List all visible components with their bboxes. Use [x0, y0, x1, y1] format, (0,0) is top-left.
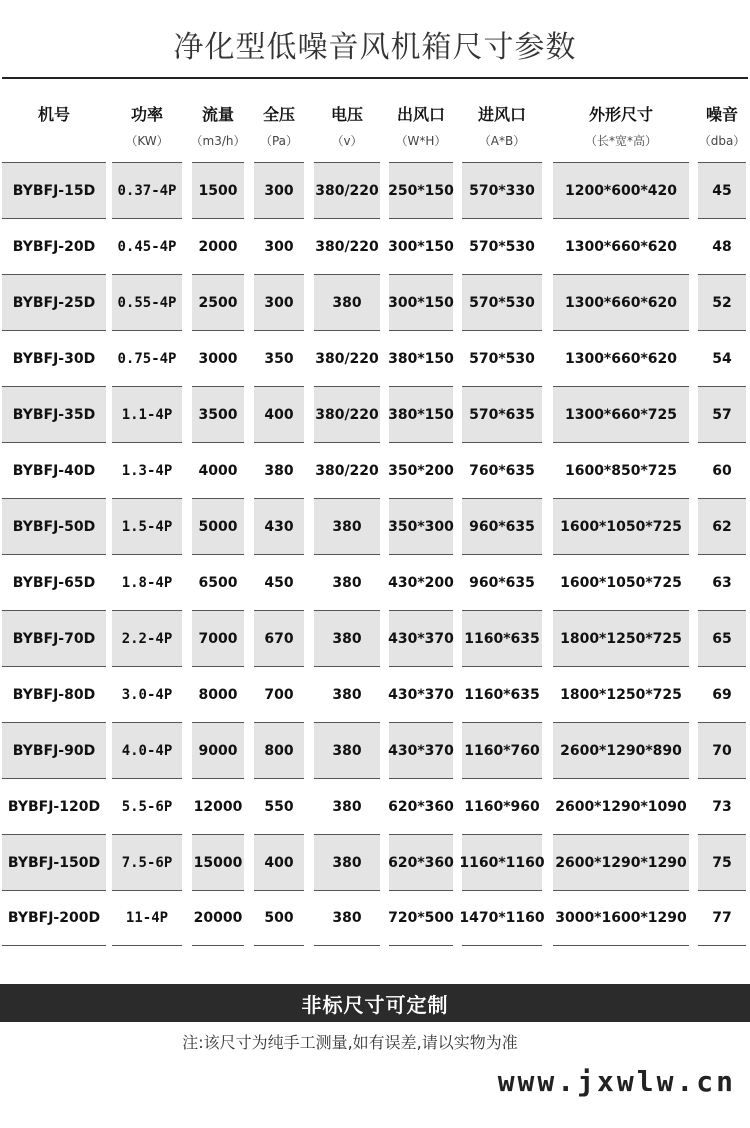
- cell-outlet: 300*150: [389, 218, 453, 274]
- cell-noise: 75: [698, 834, 746, 890]
- table-row: [0, 722, 750, 778]
- cell-power: 0.45-4P: [112, 218, 182, 274]
- cell-inlet: 1160*635: [462, 666, 542, 722]
- table-row: [0, 666, 750, 722]
- header-outlet: 出风口: [396, 105, 445, 124]
- cell-noise: 57: [698, 386, 746, 442]
- table-row: [0, 330, 750, 386]
- cell-power: 11-4P: [112, 890, 182, 946]
- cell-inlet: 1470*1160: [462, 890, 542, 946]
- table-row: [0, 778, 750, 834]
- cell-pressure: 550: [254, 778, 304, 834]
- cell-model: BYBFJ-30D: [2, 330, 106, 386]
- cell-pressure: 400: [254, 386, 304, 442]
- cell-power: 4.0-4P: [112, 722, 182, 778]
- cell-dimensions: 2600*1290*1090: [553, 778, 689, 834]
- cell-power: 1.1-4P: [112, 386, 182, 442]
- cell-voltage: 380: [314, 610, 380, 666]
- cell-model: BYBFJ-15D: [2, 162, 106, 218]
- cell-airflow: 3000: [192, 330, 244, 386]
- cell-inlet: 760*635: [462, 442, 542, 498]
- table-row: [0, 834, 750, 890]
- cell-inlet: 570*530: [462, 274, 542, 330]
- cell-inlet: 570*530: [462, 330, 542, 386]
- cell-voltage: 380: [314, 666, 380, 722]
- cell-dimensions: 1200*600*420: [553, 162, 689, 218]
- cell-power: 1.3-4P: [112, 442, 182, 498]
- cell-dimensions: 1300*660*620: [553, 330, 689, 386]
- cell-airflow: 5000: [192, 498, 244, 554]
- cell-pressure: 380: [254, 442, 304, 498]
- unit-power: （KW）: [125, 134, 169, 148]
- cell-airflow: 2500: [192, 274, 244, 330]
- table-row: [0, 386, 750, 442]
- cell-model: BYBFJ-25D: [2, 274, 106, 330]
- cell-voltage: 380: [314, 498, 380, 554]
- unit-voltage: （v）: [331, 134, 363, 148]
- website-url: www.jxwlw.cn: [497, 1065, 736, 1098]
- cell-pressure: 500: [254, 890, 304, 946]
- cell-airflow: 4000: [192, 442, 244, 498]
- page-title: 净化型低噪音风机箱尺寸参数: [173, 30, 577, 65]
- cell-inlet: 570*530: [462, 218, 542, 274]
- header-noise: 噪音: [705, 105, 738, 124]
- cell-voltage: 380/220: [314, 386, 380, 442]
- cell-outlet: 250*150: [389, 162, 453, 218]
- table-row: [0, 162, 750, 218]
- cell-airflow: 9000: [192, 722, 244, 778]
- cell-noise: 54: [698, 330, 746, 386]
- cell-outlet: 720*500: [389, 890, 453, 946]
- cell-noise: 77: [698, 890, 746, 946]
- cell-voltage: 380: [314, 274, 380, 330]
- measurement-note: 注:该尺寸为纯手工测量,如有误差,请以实物为准: [182, 1033, 518, 1052]
- custom-size-banner: 非标尺寸可定制: [0, 984, 750, 1022]
- cell-outlet: 430*200: [389, 554, 453, 610]
- cell-power: 7.5-6P: [112, 834, 182, 890]
- cell-dimensions: 3000*1600*1290: [553, 890, 689, 946]
- unit-inlet: （A*B）: [478, 134, 526, 148]
- cell-airflow: 20000: [192, 890, 244, 946]
- cell-voltage: 380: [314, 722, 380, 778]
- header-power: 功率: [130, 105, 163, 124]
- cell-dimensions: 1600*1050*725: [553, 498, 689, 554]
- cell-power: 1.8-4P: [112, 554, 182, 610]
- cell-inlet: 960*635: [462, 554, 542, 610]
- cell-outlet: 620*360: [389, 778, 453, 834]
- cell-pressure: 350: [254, 330, 304, 386]
- cell-noise: 45: [698, 162, 746, 218]
- cell-dimensions: 1800*1250*725: [553, 610, 689, 666]
- cell-dimensions: 1600*1050*725: [553, 554, 689, 610]
- cell-pressure: 430: [254, 498, 304, 554]
- cell-inlet: 1160*960: [462, 778, 542, 834]
- cell-outlet: 380*150: [389, 386, 453, 442]
- cell-inlet: 1160*635: [462, 610, 542, 666]
- cell-model: BYBFJ-20D: [2, 218, 106, 274]
- cell-outlet: 430*370: [389, 722, 453, 778]
- cell-model: BYBFJ-200D: [2, 890, 106, 946]
- cell-airflow: 15000: [192, 834, 244, 890]
- cell-model: BYBFJ-40D: [2, 442, 106, 498]
- cell-noise: 65: [698, 610, 746, 666]
- cell-noise: 52: [698, 274, 746, 330]
- cell-model: BYBFJ-80D: [2, 666, 106, 722]
- table-row: [0, 554, 750, 610]
- cell-power: 0.55-4P: [112, 274, 182, 330]
- cell-model: BYBFJ-120D: [2, 778, 106, 834]
- cell-outlet: 300*150: [389, 274, 453, 330]
- cell-noise: 73: [698, 778, 746, 834]
- cell-outlet: 620*360: [389, 834, 453, 890]
- cell-pressure: 670: [254, 610, 304, 666]
- unit-noise: （dba）: [698, 134, 746, 148]
- cell-outlet: 350*200: [389, 442, 453, 498]
- cell-pressure: 700: [254, 666, 304, 722]
- cell-power: 0.37-4P: [112, 162, 182, 218]
- cell-noise: 48: [698, 218, 746, 274]
- cell-noise: 70: [698, 722, 746, 778]
- unit-dimensions: （长*宽*高）: [584, 134, 657, 148]
- cell-model: BYBFJ-150D: [2, 834, 106, 890]
- header-model: 机号: [37, 105, 70, 124]
- cell-dimensions: 2600*1290*1290: [553, 834, 689, 890]
- table-row: [0, 610, 750, 666]
- cell-power: 1.5-4P: [112, 498, 182, 554]
- header-dimensions: 外形尺寸: [588, 105, 653, 124]
- cell-power: 2.2-4P: [112, 610, 182, 666]
- cell-outlet: 430*370: [389, 666, 453, 722]
- cell-pressure: 300: [254, 218, 304, 274]
- table-row: [0, 498, 750, 554]
- cell-airflow: 6500: [192, 554, 244, 610]
- cell-voltage: 380/220: [314, 218, 380, 274]
- table-row: [0, 274, 750, 330]
- cell-inlet: 570*330: [462, 162, 542, 218]
- cell-voltage: 380: [314, 778, 380, 834]
- cell-airflow: 1500: [192, 162, 244, 218]
- header-airflow: 流量: [201, 105, 234, 124]
- cell-airflow: 8000: [192, 666, 244, 722]
- cell-noise: 69: [698, 666, 746, 722]
- cell-airflow: 2000: [192, 218, 244, 274]
- cell-inlet: 960*635: [462, 498, 542, 554]
- cell-power: 0.75-4P: [112, 330, 182, 386]
- cell-model: BYBFJ-50D: [2, 498, 106, 554]
- cell-noise: 62: [698, 498, 746, 554]
- cell-dimensions: 1300*660*725: [553, 386, 689, 442]
- cell-airflow: 12000: [192, 778, 244, 834]
- cell-pressure: 450: [254, 554, 304, 610]
- cell-voltage: 380: [314, 554, 380, 610]
- cell-voltage: 380/220: [314, 442, 380, 498]
- cell-pressure: 300: [254, 162, 304, 218]
- cell-dimensions: 1600*850*725: [553, 442, 689, 498]
- cell-model: BYBFJ-35D: [2, 386, 106, 442]
- cell-dimensions: 2600*1290*890: [553, 722, 689, 778]
- cell-noise: 63: [698, 554, 746, 610]
- cell-power: 5.5-6P: [112, 778, 182, 834]
- title-divider: [2, 77, 748, 79]
- cell-inlet: 570*635: [462, 386, 542, 442]
- cell-airflow: 3500: [192, 386, 244, 442]
- cell-airflow: 7000: [192, 610, 244, 666]
- cell-model: BYBFJ-65D: [2, 554, 106, 610]
- cell-inlet: 1160*760: [462, 722, 542, 778]
- cell-voltage: 380: [314, 890, 380, 946]
- cell-voltage: 380/220: [314, 330, 380, 386]
- cell-pressure: 300: [254, 274, 304, 330]
- cell-model: BYBFJ-90D: [2, 722, 106, 778]
- cell-power: 3.0-4P: [112, 666, 182, 722]
- header-inlet: 进风口: [477, 105, 526, 124]
- cell-voltage: 380: [314, 834, 380, 890]
- cell-pressure: 800: [254, 722, 304, 778]
- cell-outlet: 350*300: [389, 498, 453, 554]
- cell-dimensions: 1300*660*620: [553, 218, 689, 274]
- cell-voltage: 380/220: [314, 162, 380, 218]
- cell-model: BYBFJ-70D: [2, 610, 106, 666]
- table-row: [0, 218, 750, 274]
- cell-pressure: 400: [254, 834, 304, 890]
- unit-airflow: （m3/h）: [190, 134, 246, 148]
- unit-outlet: （W*H）: [395, 134, 447, 148]
- table-row: [0, 890, 750, 946]
- table-row: [0, 442, 750, 498]
- cell-inlet: 1160*1160: [462, 834, 542, 890]
- header-voltage: 电压: [330, 105, 363, 124]
- header-pressure: 全压: [262, 105, 295, 124]
- cell-dimensions: 1800*1250*725: [553, 666, 689, 722]
- cell-outlet: 430*370: [389, 610, 453, 666]
- unit-pressure: （Pa）: [259, 134, 299, 148]
- cell-noise: 60: [698, 442, 746, 498]
- cell-outlet: 380*150: [389, 330, 453, 386]
- cell-dimensions: 1300*660*620: [553, 274, 689, 330]
